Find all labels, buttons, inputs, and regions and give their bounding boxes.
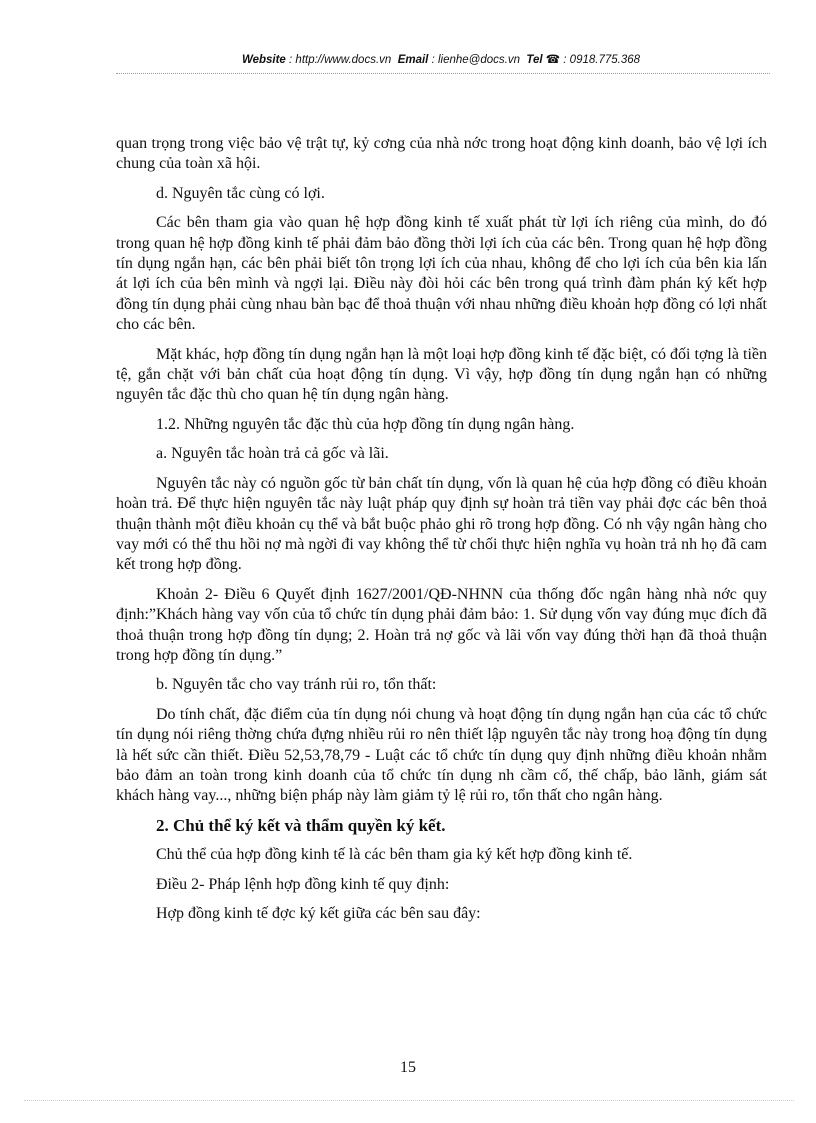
page-number: 15: [400, 1059, 416, 1076]
section-heading-bold: 2. Chủ thể ký kết và thẩm quyền ký kết.: [156, 815, 446, 835]
tel-value: : 0918.775.368: [563, 54, 641, 66]
paragraph-heading: b. Nguyên tắc cho vay tránh rủi ro, tổn thất:: [156, 676, 437, 694]
paragraph: Điều 2- Pháp lệnh hợp đồng kinh tế quy định:: [156, 875, 450, 893]
paragraph: Nguyên tắc này có nguồn gốc từ bản chất tín dụng, vốn là quan hệ của hợp đồng có điều khoản hoàn trả. Để thực hiện nguyên tắc này luật pháp quy định sự hoàn trả tiền vay phải đợc các bên thoả thuận thành một điều khoản cụ thể và bắt buộc phảo ghi rõ trong hợp đồng. Có nh vậy ngân hàng cho vay mới có thể thu hồi nợ mà ngời đi vay không thể từ chối thực hiện nghĩa vụ hoàn trả nh họ đã cam kết trong hợp đồng.: [116, 474, 767, 574]
page-header: [116, 52, 766, 66]
paragraph: Các bên tham gia vào quan hệ hợp đồng kinh tế xuất phát từ lợi ích riêng của mình, do đó trong quan hệ hợp đồng kinh tế phải đảm bảo đồng thời lợi ích của các bên. Trong quan hệ hợp đồng tín dụng ngắn hạn, các bên phải biết tôn trọng lợi ích của nhau, không để cho lợi ích của bên kia lấn át lợi ích của bên mình và ngợi lại. Điều này đòi hỏi các bên trong quá trình đàm phán ký kết hợp đồng tín dụng phải cùng nhau bàn bạc để thoả thuận với nhau những điều khoản hợp đồng có lợi nhất cho các bên.: [116, 214, 767, 334]
header-divider: [116, 73, 770, 74]
paragraph: quan trọng trong việc bảo vệ trật tự, kỷ cơng của nhà nớc trong hoạt động kinh doanh, bảo vệ lợi ích chung của toàn xã hội.: [116, 135, 767, 173]
tel-label: Tel: [526, 54, 543, 66]
paragraph: Hợp đồng kinh tế đợc ký kết giữa các bên sau đây:: [156, 905, 481, 922]
paragraph: Chủ thể của hợp đồng kinh tế là các bên tham gia ký kết hợp đồng kinh tế.: [156, 846, 633, 864]
paragraph: Do tính chất, đặc điểm của tín dụng nói chung và hoạt động tín dụng ngắn hạn của các tổ chức tín dụng nói riêng thờng chứa đựng nhiều rủi ro nên thiết lập nguyên tắc này trong hoạ động tín dụng là hết sức cần thiết. Điều 52,53,78,79 - Luật các tổ chức tín dụng quy định những điều khoản nhằm bảo đảm an toàn trong kinh doanh của tổ chức tín dụng nh cầm cố, thế chấp, bảo lãnh, giám sát khách hàng vay..., những biện pháp này làm giảm tỷ lệ rủi ro, tổn thất cho ngân hàng.: [116, 705, 767, 805]
paragraph-heading: d. Nguyên tắc cùng có lợi.: [156, 184, 325, 202]
email-value: : lienhe@docs.vn: [431, 54, 520, 66]
document-body: [116, 134, 767, 933]
phone-icon: ☎: [545, 54, 561, 66]
section-heading: 1.2. Những nguyên tắc đặc thù của hợp đồng tín dụng ngân hàng.: [156, 415, 575, 433]
paragraph: Mặt khác, hợp đồng tín dụng ngắn hạn là một loại hợp đồng kinh tế đặc biệt, có đối tợng là tiền tệ, gắn chặt với bản chất của hoạt động tín dụng. Vì vậy, hợp đồng tín dụng ngắn hạn có những nguyên tắc đặc thù cho quan hệ tín dụng ngân hàng.: [116, 345, 767, 404]
paragraph: Khoản 2- Điều 6 Quyết định 1627/2001/QĐ-NHNN của thống đốc ngân hàng nhà nớc quy định:”Khách hàng vay vốn của tổ chức tín dụng phải đảm bảo: 1. Sử dụng vốn vay đúng mục đích đã thoả thuận trong hợp đồng tín dụng; 2. Hoàn trả nợ gốc và lãi vốn vay đúng thời hạn đã thoả thuận trong hợp đồng tín dụng.”: [116, 585, 767, 664]
website-label: Website: [241, 54, 286, 66]
paragraph-heading: a. Nguyên tắc hoàn trả cả gốc và lãi.: [156, 445, 389, 463]
email-label: Email: [397, 54, 429, 66]
footer-divider: [24, 1100, 794, 1101]
website-value: : http://www.docs.vn: [289, 54, 392, 66]
